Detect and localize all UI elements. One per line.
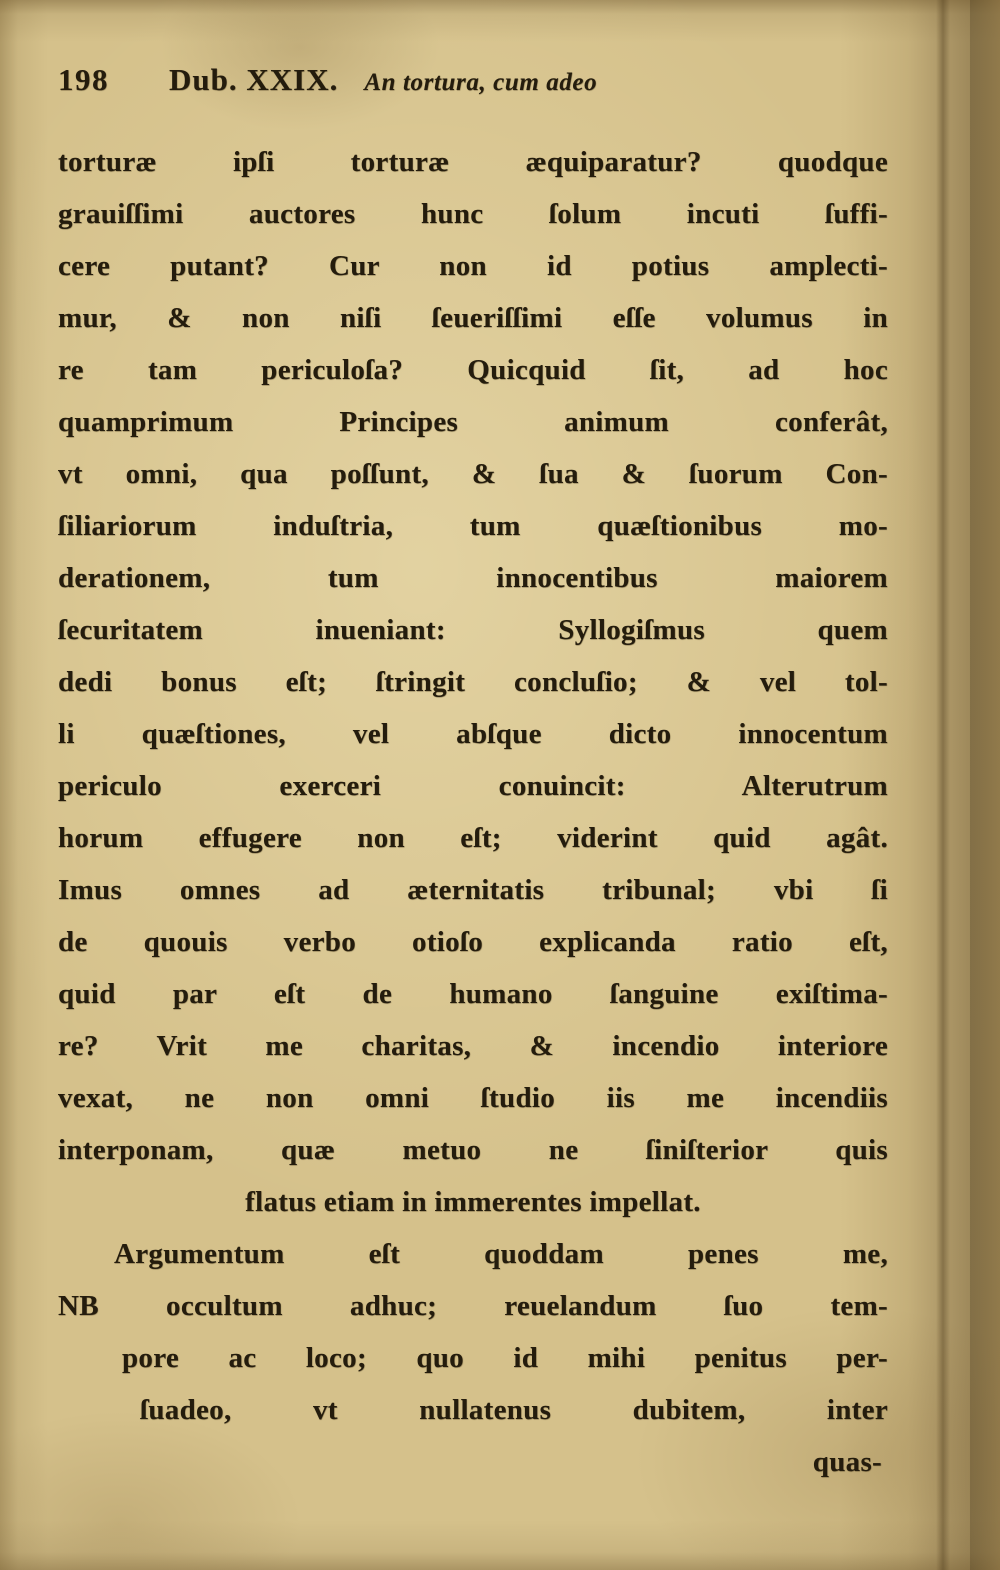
text-line: torturæ ipſi torturæ æquiparatur? quodque (58, 146, 888, 178)
text-line: ſuadeo, vt nullatenus dubitem, inter (140, 1394, 888, 1426)
text-line: flatus etiam in immerentes impellat. (245, 1186, 701, 1218)
catchword: quas- (812, 1446, 882, 1478)
text-line-paragraph-start: Argumentum eſt quoddam penes me, (114, 1238, 888, 1270)
running-title: An tortura, cum adeo (364, 69, 598, 96)
page-number: 198 (58, 62, 109, 97)
text-line: pore ac loco; quo id mihi penitus per- (122, 1342, 888, 1374)
text-line: ſecuritatem inueniant: Syllogiſmus quem (58, 614, 888, 646)
text-line: mur, & non niſi ſeueriſſimi eſſe volumus in (58, 302, 888, 334)
text-line: interponam, quæ metuo ne ſiniſterior quis (58, 1134, 888, 1166)
page-header (58, 62, 870, 98)
text-line: vexat, ne non omni ſtudio iis me incendiis (58, 1082, 888, 1114)
text-line: ſiliariorum induſtria, tum quæſtionibus mo- (58, 510, 888, 542)
text-line: quamprimum Principes animum conferât, (58, 406, 888, 438)
text-line-nb-note: NB occultum adhuc; reuelandum ſuo tem- (58, 1290, 888, 1322)
text-line: cere putant? Cur non id potius amplecti- (58, 250, 888, 282)
text-line: vt omni, qua poſſunt, & ſua & ſuorum Con- (58, 458, 888, 490)
text-line: re tam periculoſa? Quicquid ſit, ad hoc (58, 354, 888, 386)
chapter-heading: Dub. XXIX. (169, 62, 339, 97)
text-line: dedi bonus eſt; ſtringit concluſio; & vel tol- (58, 666, 888, 698)
text-line: horum effugere non eſt; viderint quid agât. (58, 822, 888, 854)
text-line: grauiſſimi auctores hunc ſolum incuti ſuffi- (58, 198, 888, 230)
text-line: quid par eſt de humano ſanguine exiſtima- (58, 978, 888, 1010)
text-line: Imus omnes ad æternitatis tribunal; vbi ſi (58, 874, 888, 906)
text-block (58, 136, 888, 1488)
text-line: derationem, tum innocentibus maiorem (58, 562, 888, 594)
page-edge-crease (936, 0, 950, 1570)
text-line: de quouis verbo otioſo explicanda ratio eſt, (58, 926, 888, 958)
page-edge-strip (970, 0, 1000, 1570)
text-line: re? Vrit me charitas, & incendio interiore (58, 1030, 888, 1062)
text-line: periculo exerceri conuincit: Alterutrum (58, 770, 888, 802)
text-line: li quæſtiones, vel abſque dicto innocentum (58, 718, 888, 750)
